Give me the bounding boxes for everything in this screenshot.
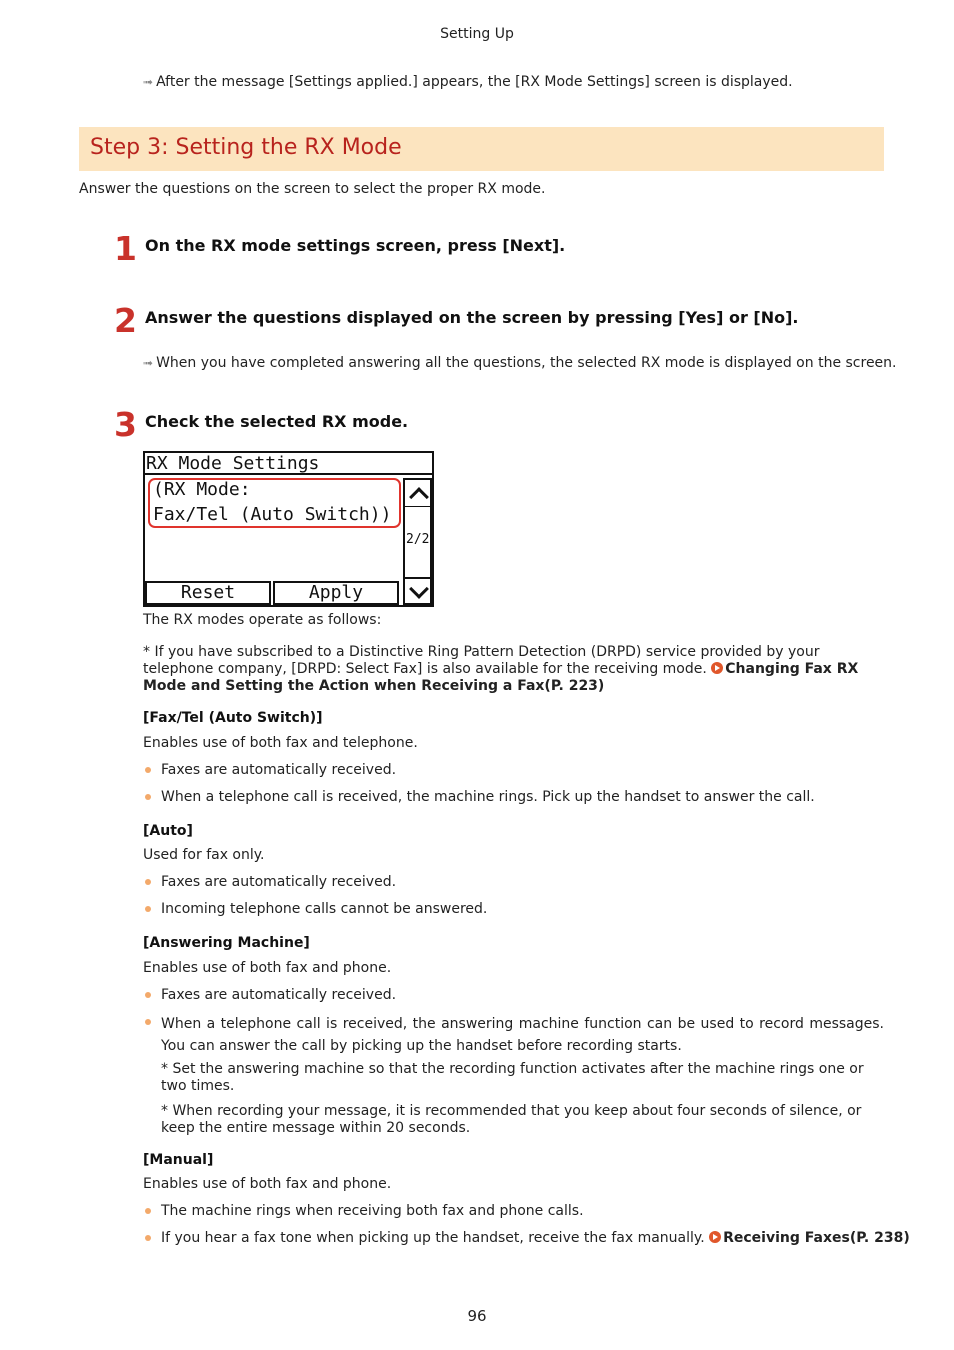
- answering-note-1: * Set the answering machine so that the recording function activates after the machine rings one or two times.: [161, 1061, 864, 1094]
- list-item: The machine rings when receiving both fax and phone calls.: [161, 1203, 584, 1219]
- list-item-text: If you hear a fax tone when picking up the handset, receive the fax manually.: [161, 1230, 705, 1246]
- step-title-3: Check the selected RX mode.: [145, 412, 409, 431]
- chevron-up-icon: [409, 487, 429, 507]
- result-note: [143, 74, 793, 90]
- bullet-icon: [145, 1235, 151, 1241]
- list-item: When a telephone call is received, the machine rings. Pick up the handset to answer the call.: [161, 789, 815, 805]
- screen-title: RX Mode Settings: [145, 453, 432, 475]
- screen-mode-value: Fax/Tel (Auto Switch)): [153, 504, 392, 525]
- device-screen: [143, 451, 434, 607]
- list-item: Faxes are automatically received.: [161, 874, 397, 890]
- mode-desc-auto: Used for fax only.: [143, 847, 265, 863]
- result-note-text: When you have completed answering all the questions, the selected RX mode is displayed on the screen.: [156, 355, 897, 371]
- link-arrow-icon: [709, 1231, 721, 1243]
- step-banner: [79, 127, 884, 171]
- result-note-text: After the message [Settings applied.] appears, the [RX Mode Settings] screen is displayed.: [156, 74, 793, 90]
- bullet-icon: [145, 992, 151, 998]
- answering-note-2: * When recording your message, it is recommended that you keep about four seconds of silence, or keep the entire message within 20 seconds.: [161, 1103, 862, 1136]
- page-number: 96: [467, 1307, 487, 1325]
- list-item: Incoming telephone calls cannot be answered.: [161, 901, 488, 917]
- link-arrow-icon: [711, 662, 723, 674]
- step-number-3: 3: [114, 405, 137, 444]
- list-item: Faxes are automatically received.: [161, 762, 397, 778]
- step-banner-title: Step 3: Setting the RX Mode: [90, 135, 402, 160]
- running-header: Setting Up: [440, 26, 514, 42]
- bullet-icon: [145, 1019, 151, 1025]
- scroll-down-button[interactable]: [403, 577, 432, 605]
- mode-desc-faxtel: Enables use of both fax and telephone.: [143, 735, 418, 751]
- receiving-faxes-link[interactable]: Receiving Faxes(P. 238): [723, 1230, 910, 1246]
- drpd-link[interactable]: Changing Fax RX Mode and Setting the Action when Receiving a Fax(P. 223): [143, 661, 859, 694]
- bullet-icon: [145, 1208, 151, 1214]
- drpd-note: [143, 644, 888, 695]
- step-title-2: Answer the questions displayed on the screen by pressing [Yes] or [No].: [145, 308, 799, 327]
- bullet-icon: [145, 906, 151, 912]
- step-title-1: On the RX mode settings screen, press [Next].: [145, 236, 566, 255]
- screen-mode-label: (RX Mode:: [153, 479, 251, 500]
- step-number-1: 1: [114, 229, 137, 268]
- arrow-icon: ➟: [143, 356, 154, 370]
- arrow-icon: ➟: [143, 75, 154, 89]
- apply-button[interactable]: Apply: [273, 581, 399, 605]
- scroll-track: [403, 507, 432, 577]
- page-indicator: 2/2: [406, 532, 430, 547]
- list-item: Faxes are automatically received.: [161, 987, 397, 1003]
- mode-heading-faxtel: [Fax/Tel (Auto Switch)]: [143, 710, 323, 726]
- mode-heading-answering: [Answering Machine]: [143, 935, 310, 951]
- intro-text: Answer the questions on the screen to select the proper RX mode.: [79, 181, 546, 197]
- mode-heading-manual: [Manual]: [143, 1152, 214, 1168]
- scroll-up-button[interactable]: [403, 478, 432, 508]
- operate-text: The RX modes operate as follows:: [143, 612, 382, 628]
- bullet-icon: [145, 794, 151, 800]
- reset-button[interactable]: Reset: [145, 581, 271, 605]
- list-item: When a telephone call is received, the answering machine function can be used to record messages. You can answer the call by picking up the handset before recording starts.: [161, 1016, 884, 1054]
- drpd-note-text: * If you have subscribed to a Distinctive Ring Pattern Detection (DRPD) service provided by your telephone company, [DRPD: Select Fax] is also available for the receiving mode.: [143, 644, 820, 677]
- chevron-down-icon: [409, 579, 429, 599]
- result-note: [143, 355, 897, 371]
- step-number-2: 2: [114, 301, 137, 340]
- mode-desc-answering: Enables use of both fax and phone.: [143, 960, 392, 976]
- bullet-icon: [145, 879, 151, 885]
- mode-heading-auto: [Auto]: [143, 823, 193, 839]
- list-item: [161, 1230, 910, 1247]
- mode-desc-manual: Enables use of both fax and phone.: [143, 1176, 392, 1192]
- bullet-icon: [145, 767, 151, 773]
